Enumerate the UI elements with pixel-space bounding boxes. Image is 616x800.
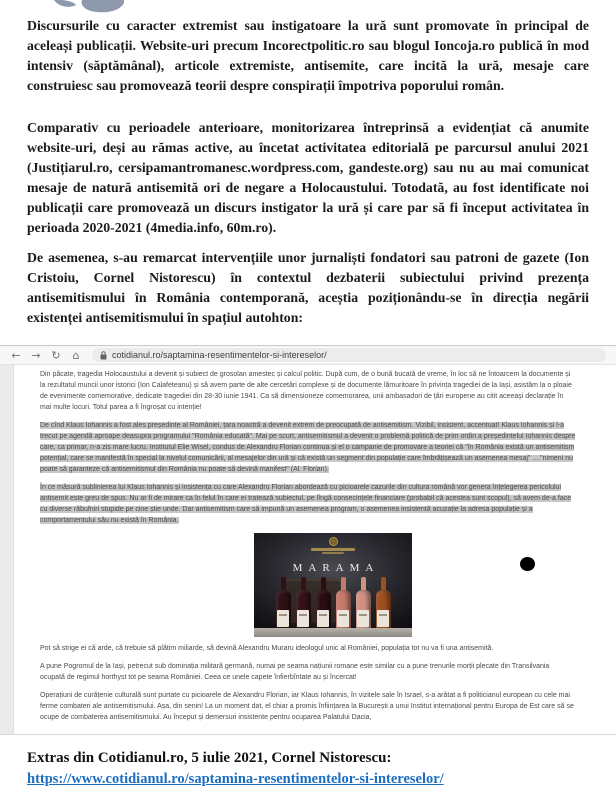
black-dot (520, 557, 535, 571)
wine-brand-emblem (254, 537, 412, 554)
wine-bottle (295, 577, 311, 630)
reload-icon[interactable]: ↻ (51, 348, 61, 362)
webpage-content (0, 365, 616, 734)
source-caption: Extras din Cotidianul.ro, 5 iulie 2021, Cornel Nistorescu: (27, 750, 392, 766)
forward-icon[interactable]: → (31, 348, 41, 362)
emblem-crest-icon (329, 537, 338, 546)
cut-off-graphic (28, 0, 124, 15)
article-text (40, 369, 576, 730)
lock-icon (100, 351, 107, 360)
emblem-text-line (311, 548, 355, 551)
wine-title: MARAMA (292, 562, 380, 574)
article-paragraph: De cînd Klaus Iohannis a fost ales președinte al României, țara noastră a devenit extrem de preocupată de antisemitism. Vizibil, insistent, accentuat! Klaus Iohannis și l-a trecut pe agendă aproape deasupra programului "România educată". Mai pe scurt, antisemitismul a devenit o problemă politică de prim ordin a președintelui Iohannis despre care, ca primar, n-a zis mare lucru. Institutul Elie Wisel, condus de Alexandru Florian continua și el o campanie de promovare a teoriei că "în România există un antisemitism potențial, care se manifestă în special la nivelul comunicării, al mesajelor din ură și că există un segment din populație care îmbrățișează un asemenea mesaj" ...."nimeni nu poate să garanteze că antisemitismul din România nu poate să devină manifest" (Al. Florian). (40, 422, 576, 473)
article-paragraph: Pot să strige ei că arde, că trebuie să plătim miliarde, să devină Alexandru Muraru ideologul unic al României, populația tot nu va fi una antisemită. (40, 645, 494, 652)
article-paragraph: A pune Pogromul de la Iași, petrecut sub dominația militară germană, numai pe seama națiunii romane este similar cu a pune trenurile morții plecate din Transilvania ocupată de regimul horthyst tot pe seama României. Ceea ce unele capete înfierbîntate au și încercat! (40, 663, 550, 681)
address-bar[interactable] (92, 348, 606, 362)
wine-bottle (375, 577, 391, 630)
document-body (27, 16, 589, 338)
wine-bottle (335, 577, 351, 630)
wine-bottle (355, 577, 371, 630)
page-left-margin (0, 365, 14, 734)
back-icon[interactable]: ← (11, 348, 21, 362)
wine-bottle (275, 577, 291, 630)
source-link[interactable]: https://www.cotidianul.ro/saptamina-resentimentelor-si-intereselor/ (27, 771, 444, 787)
browser-screenshot (0, 345, 616, 735)
article-paragraph: Din păcate, tragedia Holocaustului a devenit și subiect de grosolan amestec și calcul politic. După cum, de o bună bucată de vreme, în loc să ne întoarcem la documente și la rezultatul muncii unor istorici (Ion Calafeteanu) și să avem parte de alte cercetări complexe și de documente lămuritoare în privința tragediei de la Iași, asistăm la o ploaie de evenimente comemorative, dedicate tragediei din 28-30 iunie 1941. Ca să dimensioneze comemorarea, unii ambasadori de țări europene au citit aceeași declarație în mai multe locuri. Totul parea a fi îngroșat cu intenție! (40, 371, 572, 411)
browser-toolbar (0, 346, 616, 365)
document-paragraph: De asemenea, s-au remarcat intervențiile unor jurnaliști fondatori sau patroni de gazete (Ion Cristoiu, Cornel Nistorescu) în contextul dezbaterii subiectului privind prezența antisemitismului în România contemporană, aceștia poziționându-se în direcția negării existenței antisemitismului în spațiul autohton: (27, 250, 589, 325)
wine-ad-image (254, 533, 412, 637)
url-text: cotidianul.ro/saptamina-resentimentelor-si-intereselor/ (112, 350, 327, 360)
source-caption-block (27, 749, 589, 789)
article-paragraph: Operațiuni de curățenie culturală sunt purtate cu picioarele de Alexandru Florian, iar Klaus Iohannis, în vizitele sale în Israel, s-a arătat a fi politicianul european cu cele mai ferme combateri ale antisemitismului. Așa, din senin! La un moment dat, el chiar a promis înființarea la București a unui Institut internațional pentru Europa de Est care să se ocupe de combaterea antisemitismului. Au început și demersuri insistente pentru ocuparea Palatului Dacia, (40, 692, 574, 721)
document-paragraph: Comparativ cu perioadele anterioare, monitorizarea întreprinsă a evidențiat că anumite website-uri, deși au rămas active, au încetat activitatea editorială pe parcursul anului 2021 (Justițiarul.ro, cersipamantromanesc.wordpress.com, gandeste.org) sau nu au mai comunicat mesaje de natură antisemită ori de negare a Holocaustului. Totodată, au fost identificate noi publicații care promovează un discurs instigator la ură și care par să fi început activitatea în perioada 2020-2021 (4media.info, 60m.ro). (27, 120, 589, 235)
wine-ad-floor (254, 628, 412, 637)
wine-bottle (315, 577, 331, 630)
wine-bottles (254, 577, 412, 630)
article-paragraph: În ce măsură sublinierea lui Klaus Iohannis și insistența cu care Alexandru Florian abordează cu picioarele cazurile din cultura română vor genera înțelegerea pericolului antisemit este greu de spus. Nu ar fi de mirare ca în felul în care ei tratează subiectul, pe lîngă consecințele financiare (probabil că acestea sunt scopul), să avem de-a face cu diverse răbufniri stupide pe cine știe unde. Dar antisemitism care să impună un asemenea program, o asemenea insistentă acuzație la adresa populație și a comportamentului său nu există în România. (40, 484, 572, 524)
home-icon[interactable]: ⌂ (72, 348, 80, 362)
document-paragraph: Discursurile cu caracter extremist sau instigatoare la ură sunt promovate în principal de aceleași publicații. Website-uri precum Incorectpolitic.ro sau blogul Ioncoja.ro publică în mod intensiv (săptămânal), articole extremiste, antisemite, care incită la ură, mesaje care construiesc sau promovează teorii despre conspirații împotriva poporului român. (27, 18, 589, 93)
emblem-text-line (322, 552, 344, 554)
